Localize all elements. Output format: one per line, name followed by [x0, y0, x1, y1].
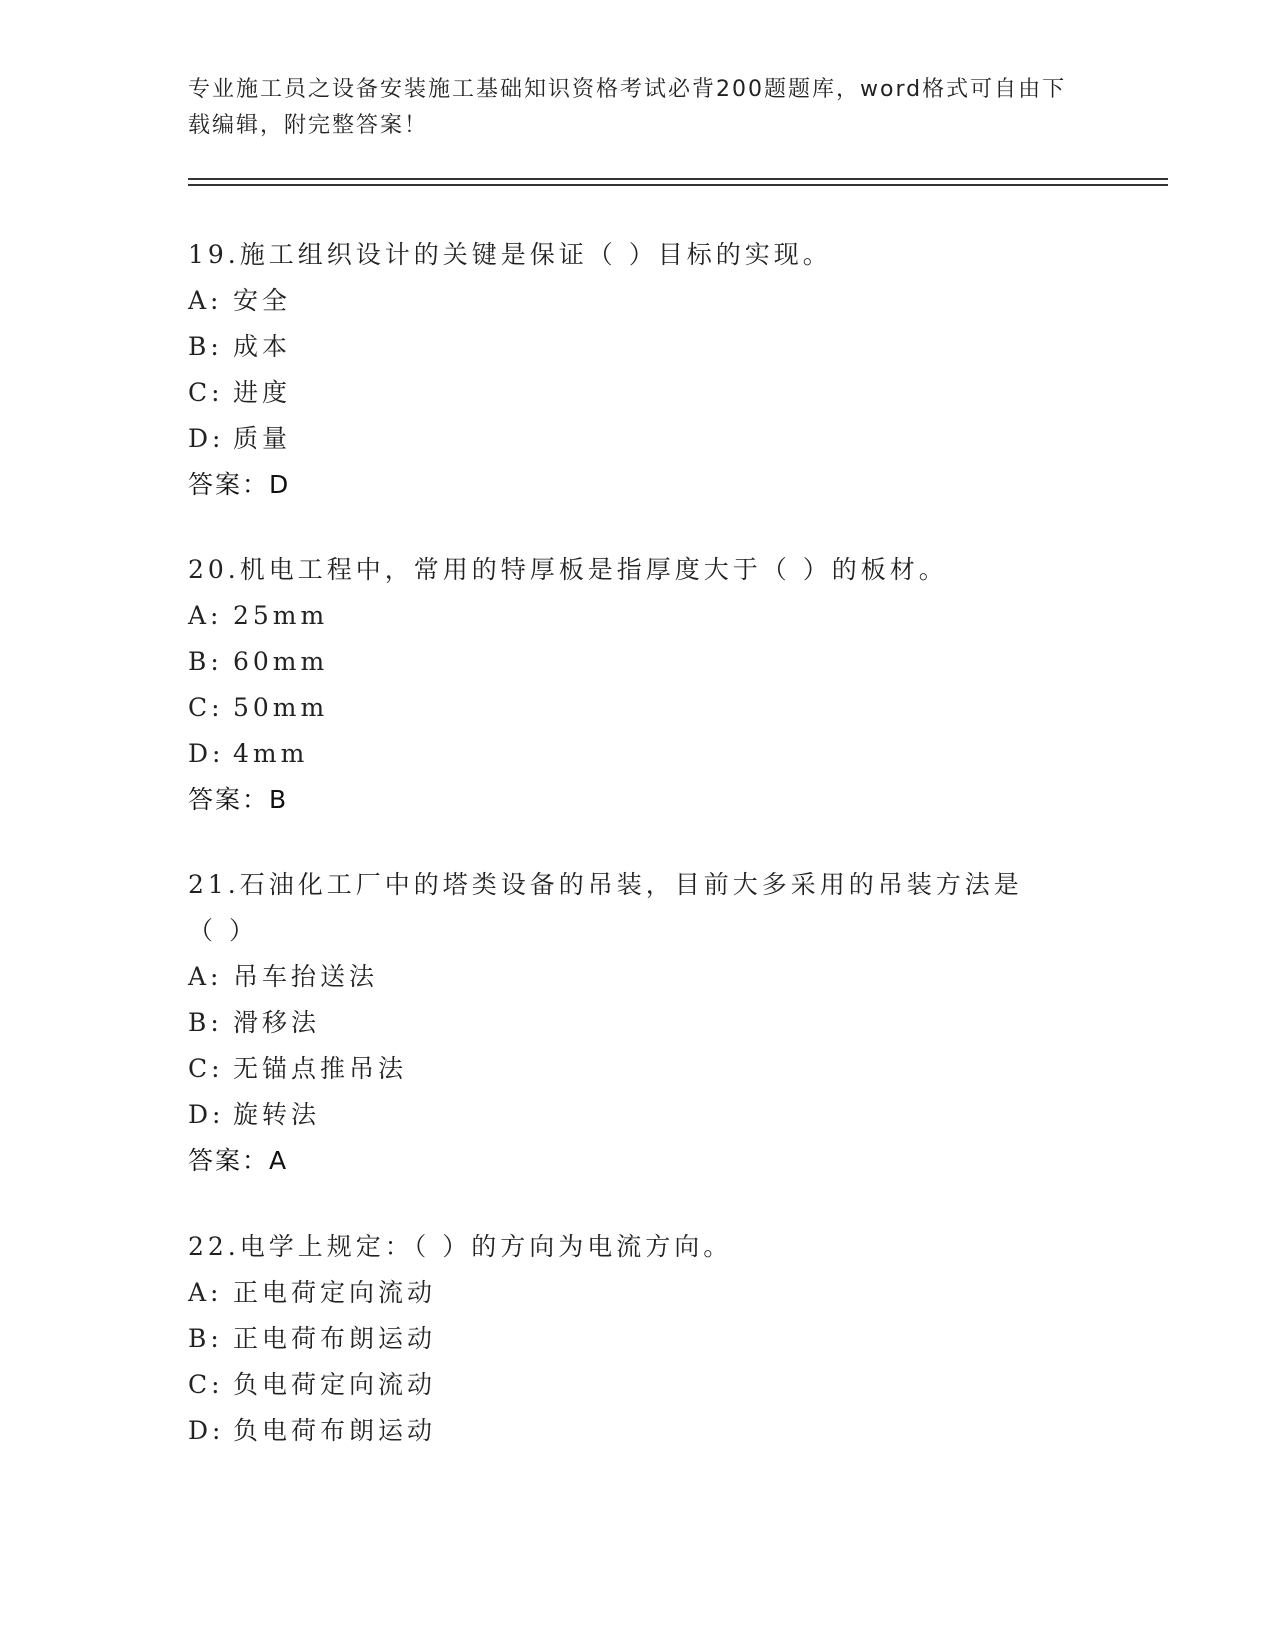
option-text: 4mm	[233, 739, 309, 768]
option-c	[188, 1046, 1038, 1092]
answer-label: 答案：A	[188, 1146, 289, 1175]
option-text: 无锚点推吊法	[233, 1054, 408, 1083]
option-b	[188, 1000, 1038, 1046]
header-divider-bottom	[188, 184, 1168, 186]
option-key: D:	[188, 1100, 225, 1129]
option-text: 滑移法	[233, 1008, 321, 1037]
option-b	[188, 324, 1088, 370]
question-19	[188, 232, 1088, 508]
option-key: B:	[188, 332, 223, 361]
option-text: 25mm	[233, 601, 329, 630]
option-key: D:	[188, 1416, 225, 1445]
option-text: 负电荷布朗运动	[233, 1416, 437, 1445]
option-a	[188, 954, 1038, 1000]
question-20	[188, 547, 1088, 823]
answer-label: 答案：D	[188, 470, 291, 499]
answer-label: 答案：B	[188, 785, 289, 814]
option-a	[188, 593, 1088, 639]
question-stem: 21.石油化工厂中的塔类设备的吊装，目前大多采用的吊装方法是（ ）	[188, 870, 1023, 945]
option-key: B:	[188, 1324, 223, 1353]
option-key: A:	[188, 962, 223, 991]
option-text: 负电荷定向流动	[233, 1370, 437, 1399]
option-key: C:	[188, 378, 224, 407]
question-stem: 19.施工组织设计的关键是保证（ ）目标的实现。	[188, 240, 832, 269]
question-stem: 20.机电工程中，常用的特厚板是指厚度大于（ ）的板材。	[188, 555, 948, 584]
option-key: B:	[188, 1008, 223, 1037]
document-header: 专业施工员之设备安装施工基础知识资格考试必背200题题库，word格式可自由下载编辑，附完整答案！	[188, 77, 1067, 138]
option-text: 安全	[233, 286, 292, 315]
option-text: 旋转法	[233, 1100, 321, 1129]
option-a	[188, 278, 1088, 324]
option-text: 正电荷布朗运动	[233, 1324, 437, 1353]
option-d	[188, 1092, 1038, 1138]
option-text: 吊车抬送法	[233, 962, 379, 991]
option-key: C:	[188, 1054, 224, 1083]
option-d	[188, 1408, 1088, 1454]
question-stem: 22.电学上规定：（ ）的方向为电流方向。	[188, 1232, 733, 1261]
option-c	[188, 1362, 1088, 1408]
option-key: D:	[188, 739, 225, 768]
option-b	[188, 1316, 1088, 1362]
option-b	[188, 639, 1088, 685]
option-key: C:	[188, 1370, 224, 1399]
option-a	[188, 1270, 1088, 1316]
option-key: A:	[188, 1278, 223, 1307]
option-text: 正电荷定向流动	[233, 1278, 437, 1307]
option-text: 60mm	[233, 647, 329, 676]
option-text: 50mm	[233, 693, 329, 722]
option-c	[188, 685, 1088, 731]
option-d	[188, 416, 1088, 462]
option-d	[188, 731, 1088, 777]
question-21	[188, 862, 1038, 1184]
option-text: 成本	[233, 332, 292, 361]
option-key: A:	[188, 286, 223, 315]
option-key: C:	[188, 693, 224, 722]
option-key: D:	[188, 424, 225, 453]
option-key: A:	[188, 601, 223, 630]
option-key: B:	[188, 647, 223, 676]
question-22	[188, 1224, 1088, 1454]
option-c	[188, 370, 1088, 416]
option-text: 质量	[233, 424, 292, 453]
option-text: 进度	[233, 378, 292, 407]
header-divider-top	[188, 178, 1168, 180]
